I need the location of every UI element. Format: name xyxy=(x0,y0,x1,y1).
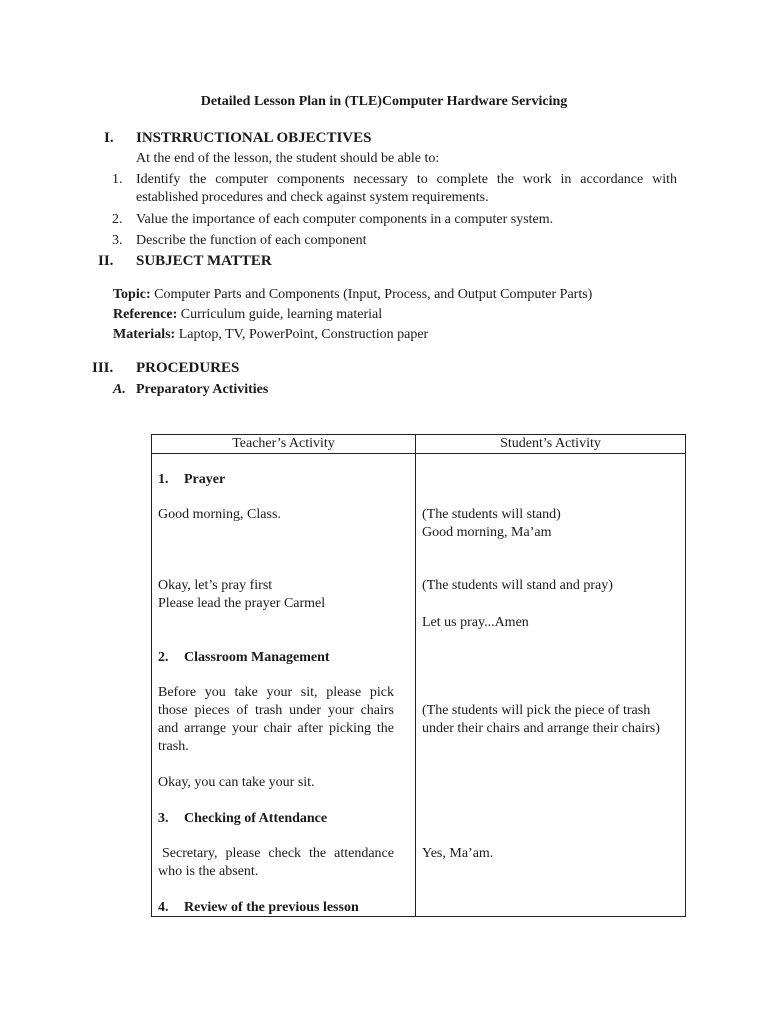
step-2-number: 2. xyxy=(158,650,169,665)
step-1-number: 1. xyxy=(158,472,169,487)
objectives-intro: At the end of the lesson, the student should be able to: xyxy=(136,151,440,166)
section-2-numeral: II. xyxy=(98,253,114,269)
student-stand-pray: (The students will stand and pray) xyxy=(422,578,613,593)
section-3-heading: PROCEDURES xyxy=(136,360,240,376)
section-2-heading: SUBJECT MATTER xyxy=(136,253,272,269)
objective-1-number: 1. xyxy=(112,172,123,187)
topic-label: Topic: xyxy=(113,287,151,302)
student-activity-cell xyxy=(416,454,686,917)
table-header-row xyxy=(152,435,686,454)
topic-line xyxy=(113,286,592,304)
subsection-letter: A. xyxy=(113,382,126,397)
objective-2-number: 2. xyxy=(112,212,123,227)
student-column-header: Student’s Activity xyxy=(416,435,686,454)
student-attendance-response: Yes, Ma’am. xyxy=(422,846,494,861)
teacher-trash-instruction: Before you take your sit, please pick those pieces of trash under your chairs and arrange your chair after picking the trash. xyxy=(158,685,394,754)
teacher-pray-line-2: Please lead the prayer Carmel xyxy=(158,596,326,611)
objective-3-text: Describe the function of each component xyxy=(136,233,367,248)
activity-table xyxy=(151,434,686,917)
step-2-heading: Classroom Management xyxy=(184,650,330,665)
teacher-pray-line-1: Okay, let’s pray first xyxy=(158,578,273,593)
student-trash-response: (The students will pick the piece of trash under their chairs and arrange their chairs) xyxy=(422,703,660,736)
teacher-attendance-instruction: Secretary, please check the attendance who is the absent. xyxy=(158,846,394,879)
section-1-heading: INSTRRUCTIONAL OBJECTIVES xyxy=(136,130,372,146)
teacher-greeting: Good morning, Class. xyxy=(158,507,281,522)
teacher-take-sit: Okay, you can take your sit. xyxy=(158,775,315,790)
page-title: Detailed Lesson Plan in (TLE)Computer Hardware Servicing xyxy=(200,94,568,109)
section-3-numeral: III. xyxy=(92,360,114,376)
step-4-number: 4. xyxy=(158,900,169,915)
subsection-heading: Preparatory Activities xyxy=(136,382,269,397)
section-1-numeral: I. xyxy=(104,130,114,146)
student-greeting: Good morning, Ma’am xyxy=(422,525,552,540)
teacher-activity-cell xyxy=(152,454,416,917)
materials-line xyxy=(113,326,428,344)
student-stand: (The students will stand) xyxy=(422,507,561,522)
objective-1-text: Identify the computer components necessary to complete the work in accordance with established procedures and check against system requirements. xyxy=(136,172,677,205)
step-1-heading: Prayer xyxy=(184,472,226,487)
table-row xyxy=(152,454,686,917)
step-3-heading: Checking of Attendance xyxy=(184,811,328,826)
reference-value: Curriculum guide, learning material xyxy=(180,307,383,322)
student-prayer: Let us pray...Amen xyxy=(422,615,529,630)
reference-line xyxy=(113,306,382,324)
step-3-number: 3. xyxy=(158,811,169,826)
topic-value: Computer Parts and Components (Input, Process, and Output Computer Parts) xyxy=(154,287,593,302)
materials-value: Laptop, TV, PowerPoint, Construction paper xyxy=(178,327,429,342)
step-4-heading: Review of the previous lesson xyxy=(184,900,359,915)
objective-3-number: 3. xyxy=(112,233,123,248)
reference-label: Reference: xyxy=(113,307,178,322)
objective-2-text: Value the importance of each computer components in a computer system. xyxy=(136,212,554,227)
materials-label: Materials: xyxy=(113,327,176,342)
teacher-column-header: Teacher’s Activity xyxy=(152,435,416,454)
